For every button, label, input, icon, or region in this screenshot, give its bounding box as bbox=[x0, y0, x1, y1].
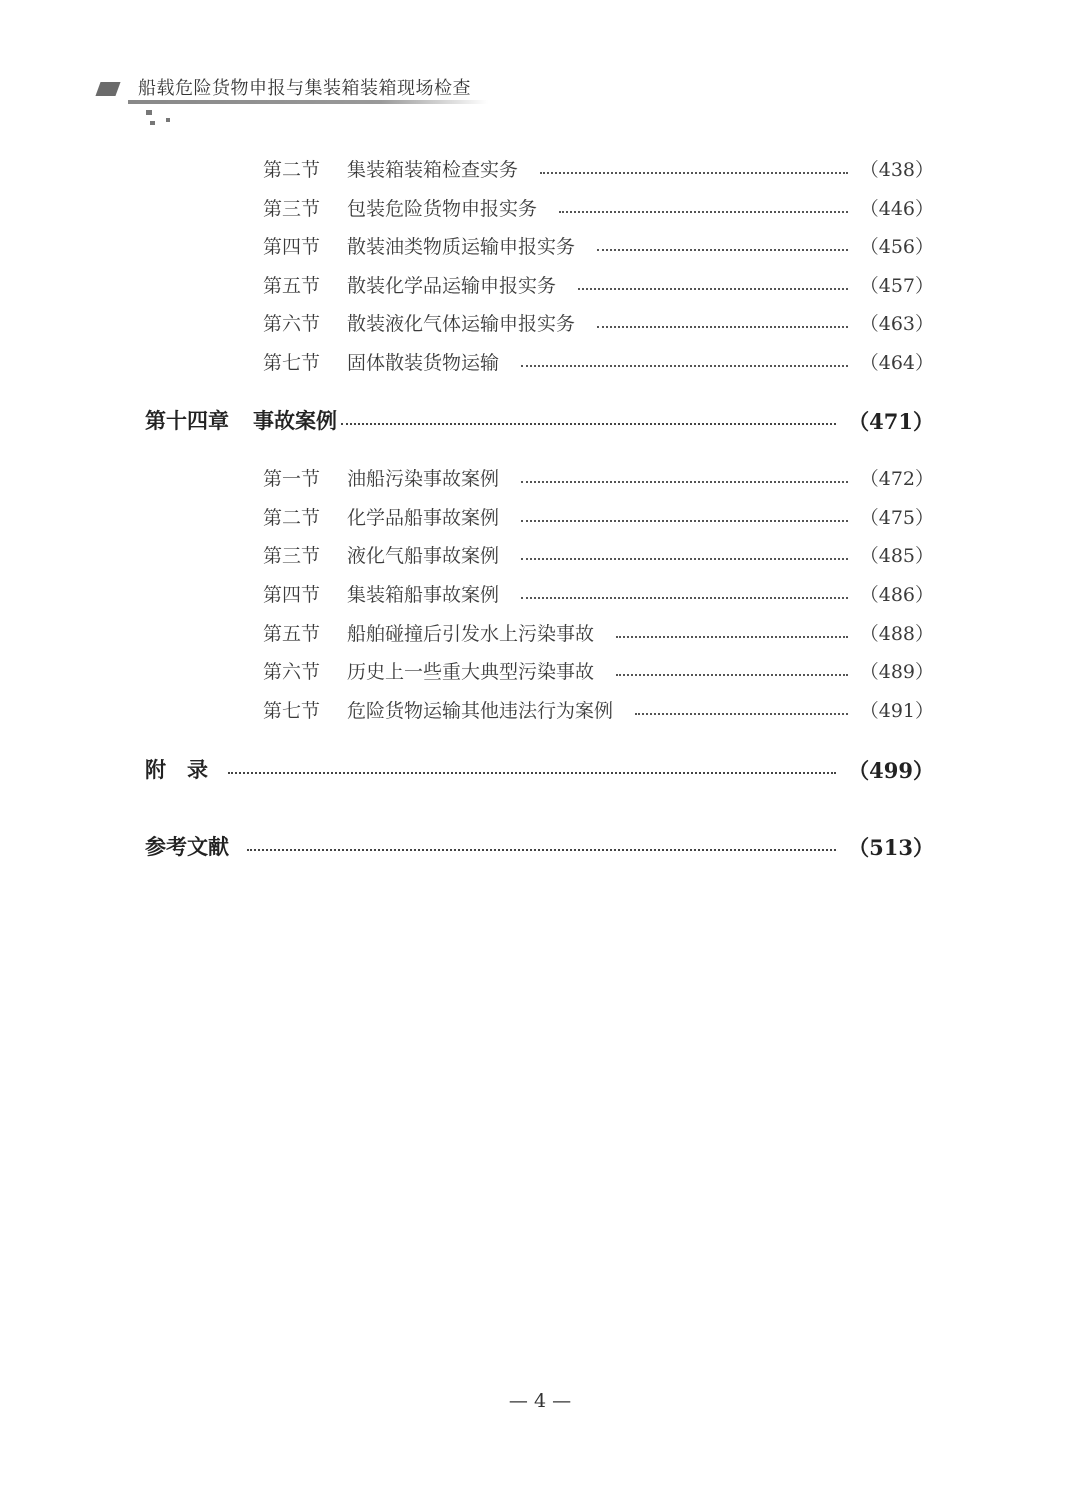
page-ref: （472） bbox=[859, 467, 934, 490]
section-number: 第三节 bbox=[263, 197, 321, 220]
page-ref: （488） bbox=[859, 622, 934, 645]
page-number: — 4 — bbox=[508, 1390, 572, 1412]
page-ref: （456） bbox=[859, 235, 934, 258]
section-title: 历史上一些重大典型污染事故 bbox=[347, 660, 595, 683]
chapter-number: 第十四章 bbox=[145, 408, 229, 433]
toc-entry-ch14-sec3[interactable] bbox=[263, 543, 934, 569]
chapter-title: 事故案例 bbox=[253, 408, 337, 433]
toc-entry-ch13-sec7[interactable] bbox=[263, 350, 934, 376]
toc-entry-ch13-sec5[interactable] bbox=[263, 273, 934, 299]
header-decor-block bbox=[95, 82, 120, 96]
dot-leader bbox=[578, 288, 848, 290]
section-title: 集装箱装箱检查实务 bbox=[347, 158, 519, 181]
toc-entry-ch14-sec2[interactable] bbox=[263, 505, 934, 531]
section-number: 第二节 bbox=[263, 506, 321, 529]
section-title: 集装箱船事故案例 bbox=[347, 583, 500, 606]
section-title: 包装危险货物申报实务 bbox=[347, 197, 538, 220]
page-ref: （489） bbox=[859, 660, 934, 683]
page-ref: （475） bbox=[859, 506, 934, 529]
section-number: 第一节 bbox=[263, 467, 321, 490]
section-title: 化学品船事故案例 bbox=[347, 506, 500, 529]
toc-entry-ch13-sec2[interactable] bbox=[263, 157, 934, 183]
dot-leader bbox=[521, 520, 848, 522]
page-ref: （446） bbox=[859, 197, 934, 220]
section-title: 危险货物运输其他违法行为案例 bbox=[347, 699, 614, 722]
section-title: 液化气船事故案例 bbox=[347, 544, 500, 567]
toc-entry-ch14-sec5[interactable] bbox=[263, 621, 934, 647]
page-ref: （486） bbox=[859, 583, 934, 606]
dot-leader bbox=[597, 326, 848, 328]
header-decor-dots bbox=[146, 110, 186, 130]
page-ref: （438） bbox=[859, 158, 934, 181]
section-title: 油船污染事故案例 bbox=[347, 467, 500, 490]
toc-entry-ch13-sec3[interactable] bbox=[263, 196, 934, 222]
page-ref: （485） bbox=[859, 544, 934, 567]
toc-entry-ch14-sec6[interactable] bbox=[263, 659, 934, 685]
dot-leader bbox=[521, 481, 848, 483]
section-number: 第七节 bbox=[263, 699, 321, 722]
appendix-title: 附 录 bbox=[145, 757, 208, 782]
toc-entry-ch14-sec4[interactable] bbox=[263, 582, 934, 608]
section-number: 第六节 bbox=[263, 312, 321, 335]
dot-leader bbox=[521, 365, 848, 367]
toc-entry-chapter14[interactable] bbox=[145, 406, 934, 436]
section-title: 散装油类物质运输申报实务 bbox=[347, 235, 576, 258]
page-ref: （491） bbox=[859, 699, 934, 722]
section-title: 固体散装货物运输 bbox=[347, 351, 500, 374]
section-number: 第四节 bbox=[263, 235, 321, 258]
dot-leader bbox=[521, 597, 848, 599]
dot-leader bbox=[521, 558, 848, 560]
section-title: 散装化学品运输申报实务 bbox=[347, 274, 557, 297]
section-title: 船舶碰撞后引发水上污染事故 bbox=[347, 622, 595, 645]
toc-entry-ch13-sec4[interactable] bbox=[263, 234, 934, 260]
dot-leader bbox=[228, 772, 836, 774]
section-number: 第七节 bbox=[263, 351, 321, 374]
section-number: 第五节 bbox=[263, 274, 321, 297]
section-number: 第二节 bbox=[263, 158, 321, 181]
toc-entry-ch13-sec6[interactable] bbox=[263, 311, 934, 337]
toc-entry-references[interactable] bbox=[145, 832, 934, 862]
toc-entry-appendix[interactable] bbox=[145, 755, 934, 785]
toc-entry-ch14-sec7[interactable] bbox=[263, 698, 934, 724]
section-title: 散装液化气体运输申报实务 bbox=[347, 312, 576, 335]
dot-leader bbox=[597, 249, 848, 251]
header-rule bbox=[128, 100, 488, 104]
dot-leader bbox=[616, 636, 848, 638]
toc-entry-ch14-sec1[interactable] bbox=[263, 466, 934, 492]
page-ref: （513） bbox=[848, 834, 934, 860]
section-number: 第六节 bbox=[263, 660, 321, 683]
dot-leader bbox=[616, 674, 848, 676]
running-header-title: 船载危险货物申报与集装箱装箱现场检查 bbox=[138, 78, 471, 99]
page-ref: （457） bbox=[859, 274, 934, 297]
dot-leader bbox=[559, 211, 848, 213]
page-ref: （499） bbox=[848, 757, 934, 783]
page-ref: （464） bbox=[859, 351, 934, 374]
section-number: 第四节 bbox=[263, 583, 321, 606]
references-title: 参考文献 bbox=[145, 834, 229, 859]
dot-leader bbox=[341, 423, 836, 425]
section-number: 第三节 bbox=[263, 544, 321, 567]
section-number: 第五节 bbox=[263, 622, 321, 645]
page-ref: （463） bbox=[859, 312, 934, 335]
dot-leader bbox=[247, 849, 836, 851]
dot-leader bbox=[540, 172, 848, 174]
dot-leader bbox=[635, 713, 848, 715]
page-ref: （471） bbox=[848, 408, 934, 434]
